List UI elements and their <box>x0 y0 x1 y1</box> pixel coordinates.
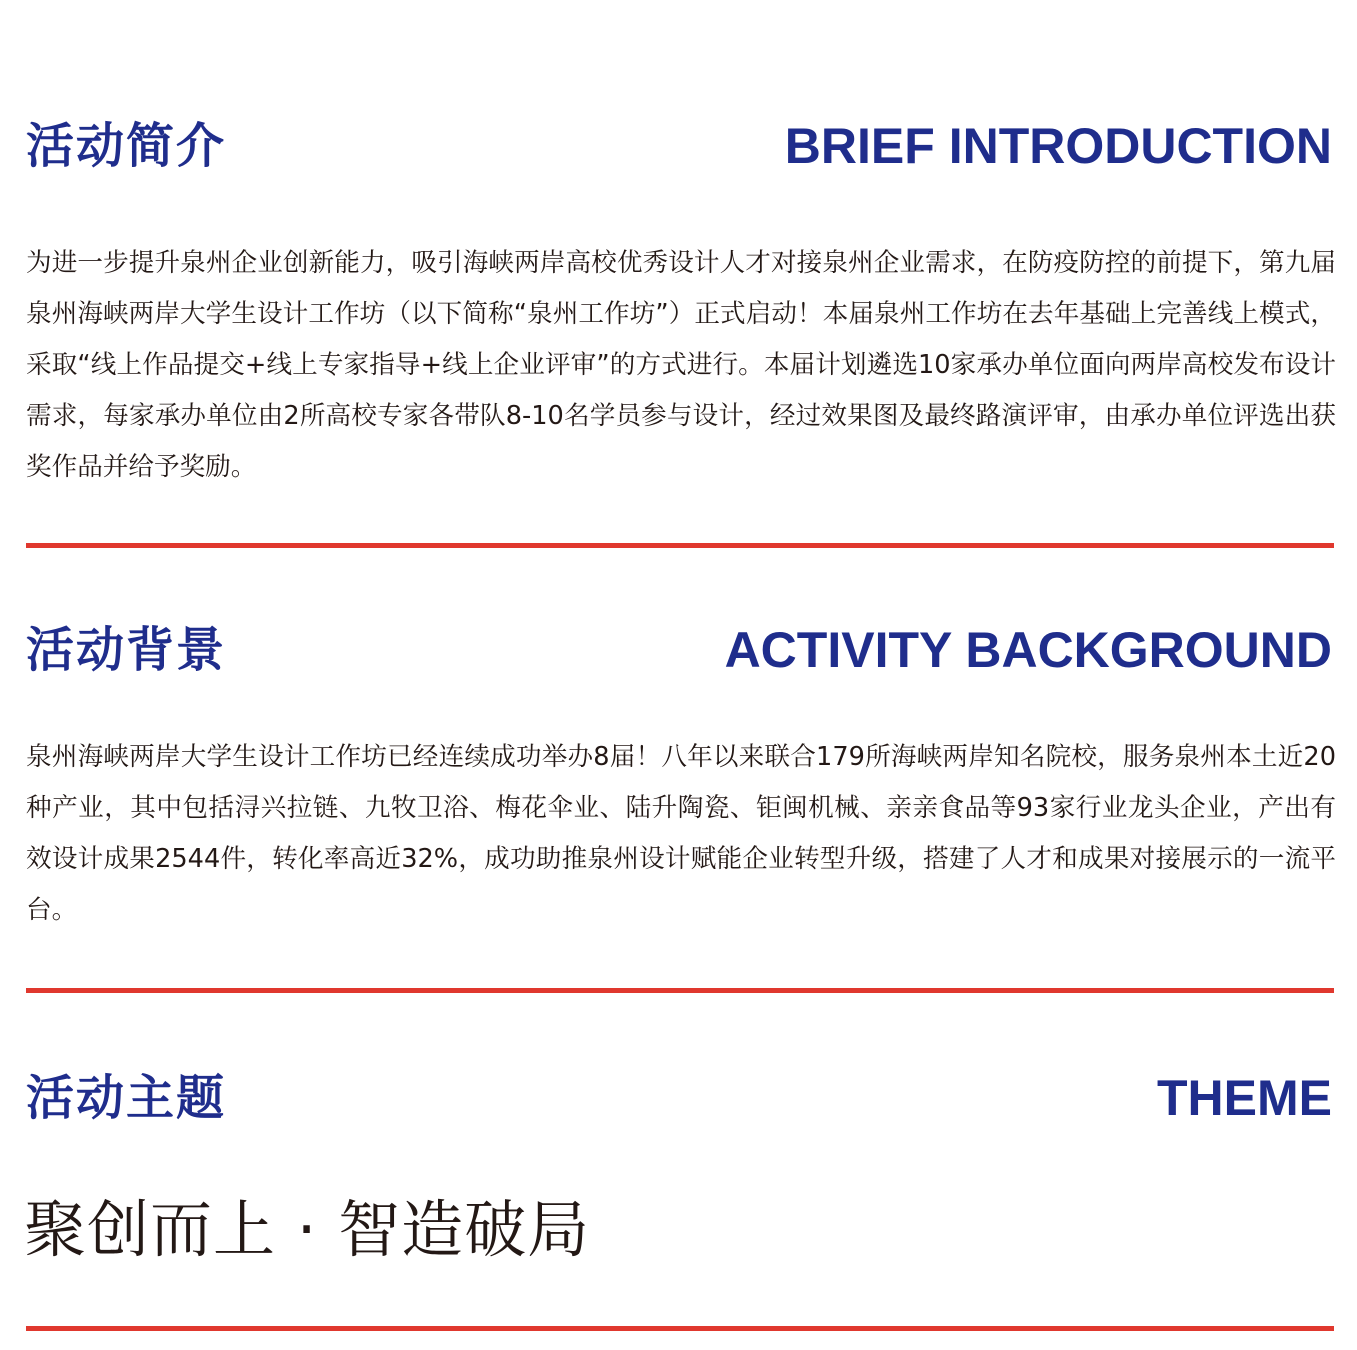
section-title-en: ACTIVITY BACKGROUND <box>724 622 1332 678</box>
theme-slogan: 聚创而上 · 智造破局 <box>24 1193 591 1266</box>
section-title-en: BRIEF INTRODUCTION <box>784 118 1332 174</box>
section-divider <box>26 543 1334 548</box>
section-title-en: THEME <box>1157 1070 1332 1126</box>
section-header-intro <box>26 116 1332 186</box>
section-divider <box>26 988 1334 993</box>
background-paragraph: 泉州海峡两岸大学生设计工作坊已经连续成功举办8届！八年以来联合179所海峡两岸知名院校，服务泉州本土近20种产业，其中包括浔兴拉链、九牧卫浴、梅花伞业、陆升陶瓷、钜闽机械、亲亲食品等93家行业龙头企业，产出有效设计成果2544件，转化率高近32%，成功助推泉州设计赋能企业转型升级，搭建了人才和成果对接展示的一流平台。 <box>26 742 1336 925</box>
section-title-cn: 活动简介 <box>26 118 227 174</box>
section-header-background <box>26 620 1332 690</box>
section-header-theme <box>26 1068 1332 1138</box>
section-divider <box>26 1326 1334 1331</box>
intro-paragraph: 为进一步提升泉州企业创新能力，吸引海峡两岸高校优秀设计人才对接泉州企业需求，在防疫防控的前提下，第九届泉州海峡两岸大学生设计工作坊（以下简称“泉州工作坊”）正式启动！本届泉州工作坊在去年基础上完善线上模式，采取“线上作品提交+线上专家指导+线上企业评审”的方式进行。本届计划遴选10家承办单位面向两岸高校发布设计需求，每家承办单位由2所高校专家各带队8-10名学员参与设计，经过效果图及最终路演评审，由承办单位评选出获奖作品并给予奖励。 <box>26 248 1336 482</box>
section-title-cn: 活动主题 <box>26 1070 227 1126</box>
section-title-cn: 活动背景 <box>26 622 227 678</box>
